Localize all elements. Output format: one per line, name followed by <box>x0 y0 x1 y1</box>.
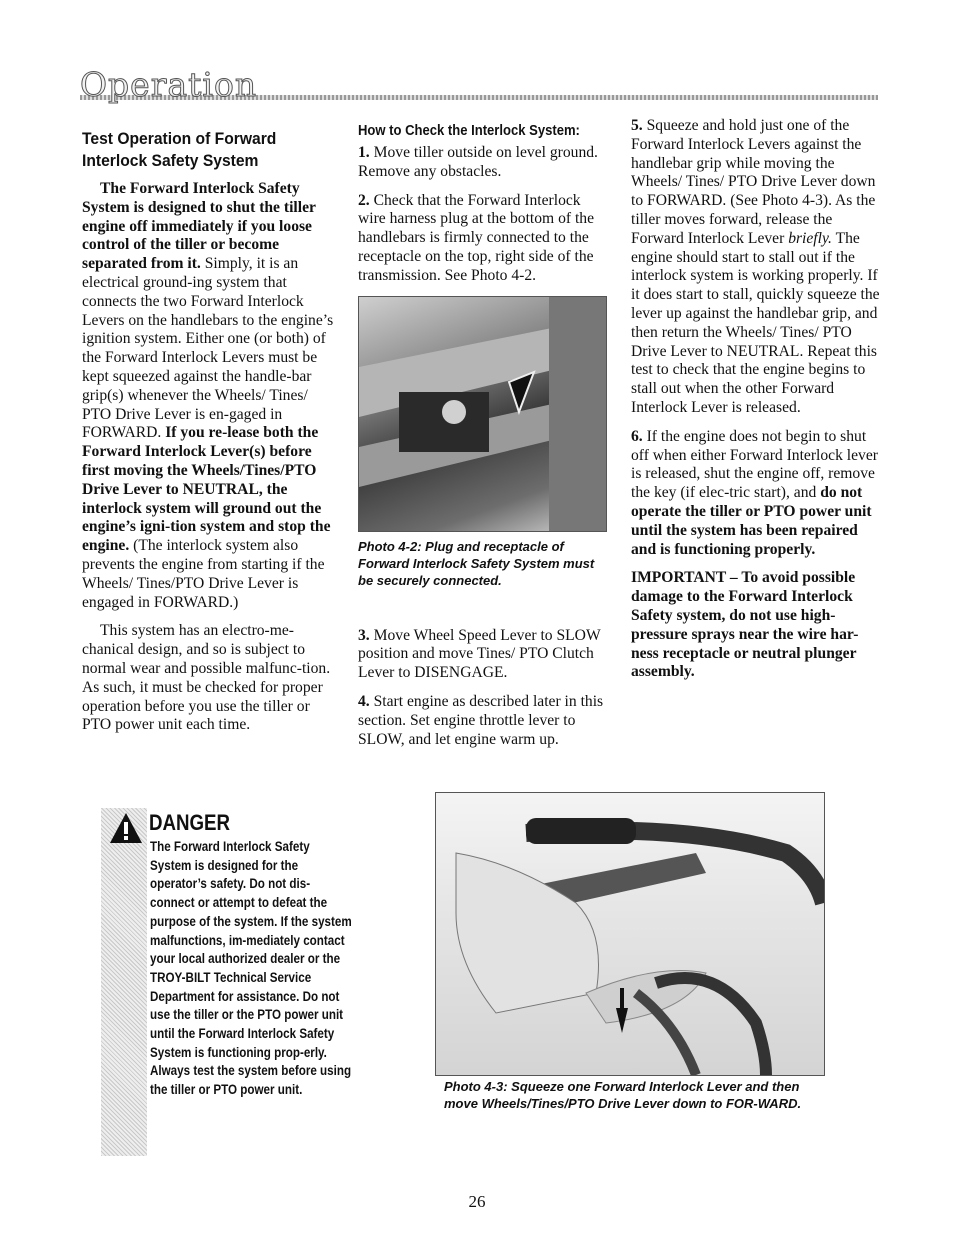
intro-warning: If you re-lease both the Forward Interlock Lever(s) before first moving the Wheels/Tines/PTO Drive Lever to NEUTRAL, the interlock system will ground out the engine’s igni-tion system and stop the engine. <box>82 424 331 555</box>
intro-bold: The Forward Interlock Safety System is designed to shut the tiller engine off immediately if you loose control of the tiller or become separated from it. <box>82 180 316 273</box>
column-left <box>82 128 338 745</box>
photo-4-2-illustration <box>359 297 606 531</box>
danger-title: DANGER <box>149 810 231 835</box>
photo-4-3-caption: Photo 4-3: Squeeze one Forward Interlock Lever and then move Wheels/Tines/PTO Drive Lever down to FOR-WARD. <box>444 1079 802 1111</box>
step-2-text: Check that the Forward Interlock wire harness plug at the bottom of the handlebars is firmly connected to the receptacle on the top, right side of the transmission. See Photo 4-2. <box>358 191 595 284</box>
step-1-text: Move tiller outside on level ground. Remove any obstacles. <box>358 144 598 180</box>
page-header <box>80 66 878 106</box>
step-6-number: 6. <box>631 427 643 445</box>
danger-text: The Forward Interlock Safety System is designed for the operator’s safety. Do not dis-connect or attempt to defeat the purpose of the system. If the system malfunctions, im-mediately contact your local authorized dealer or the TROY-BILT Technical Service Department for assistance. Do not use the tiller or the PTO power unit until the Forward Interlock Safety System is functioning prop-erly. Always test the system before using the tiller or PTO power unit. <box>150 839 352 1099</box>
column-middle <box>358 122 610 759</box>
step-3 <box>358 627 610 683</box>
subsection-title: How to Check the Interlock System: <box>358 123 580 139</box>
design-paragraph: This system has an electro-me-chanical design, and so is subject to normal wear and possible malfunc-tion. As such, it must be checked for proper operation before you use the tiller or PTO power unit each time. <box>82 622 331 734</box>
page-title: Operation <box>80 65 258 104</box>
step-4-number: 4. <box>358 692 370 710</box>
intro-note: (The interlock system also prevents the engine from starting if the Wheels/ Tines/PTO Drive Lever is engaged in FORWARD.) <box>82 537 325 611</box>
step-5-text: Squeeze and hold just one of the Forward Interlock Levers against the handlebar grip while moving the Wheels/ Tines/ PTO Drive Lever down to FORWARD. (See Photo 4-3). As the tiller moves forward, release the Forward Interlock Lever <box>631 117 876 247</box>
step-5-emphasis: briefly. <box>788 229 832 247</box>
step-5 <box>631 117 883 418</box>
step-3-text: Move Wheel Speed Lever to SLOW position and move Tines/ PTO Clutch Lever to DISENGAGE. <box>358 626 601 682</box>
step-6 <box>631 428 883 560</box>
important-note: IMPORTANT – To avoid possible damage to the Forward Interlock Safety system, do not use high-pressure sprays near the wire har-ness receptacle or neutral plunger assembly. <box>631 569 859 681</box>
column-right <box>631 117 883 692</box>
photo-4-2 <box>358 296 607 532</box>
step-4-text: Start engine as described later in this section. Set engine throttle lever to SLOW, and let engine warm up. <box>358 692 604 748</box>
step-4 <box>358 693 610 749</box>
step-2 <box>358 192 610 286</box>
danger-shade <box>101 808 147 1156</box>
intro-text: Simply, it is an electrical ground-ing system that connects the two Forward Interlock Levers on the handlebars to the engine’s ignition system. Either one (or both) of the Forward Interlock Levers must be kept squeezed against the handle-bar grip(s) whenever the Wheels/ Tines/ PTO Drive Lever is en-gaged in FORWARD. <box>82 255 334 442</box>
step-1 <box>358 144 610 182</box>
step-5-number: 5. <box>631 117 643 134</box>
photo-4-2-caption: Photo 4-2: Plug and receptacle of Forward Interlock Safety System must be securely connected. <box>358 538 595 588</box>
danger-box <box>101 808 351 1156</box>
step-3-number: 3. <box>358 626 370 644</box>
step-6-warning: do not operate the tiller or PTO power unit until the system has been repaired and is functioning properly. <box>631 484 872 558</box>
intro-paragraph <box>82 180 338 612</box>
step-2-number: 2. <box>358 191 370 209</box>
warning-triangle-icon <box>109 812 143 844</box>
photo-4-3 <box>435 792 825 1076</box>
section-title: Test Operation of Forward Interlock Safety System <box>82 129 277 170</box>
step-6-text: If the engine does not begin to shut off when either Forward Interlock lever is released, shut the engine off, remove the key (if elec-tric start), and <box>631 427 878 502</box>
page-number: 26 <box>468 1192 486 1211</box>
photo-4-3-illustration <box>436 793 824 1075</box>
step-1-number: 1. <box>358 144 370 161</box>
step-5-text-cont: The engine should start to stall out if the interlock system is working properly. If it does start to stall, quickly squeeze the lever up against the handlebar grip, and then return the Wheels/ Tines/ PTO Drive Lever to NEUTRAL. Repeat this test to check that the engine begins to stall out when the other Forward Interlock Lever is released. <box>631 229 880 416</box>
